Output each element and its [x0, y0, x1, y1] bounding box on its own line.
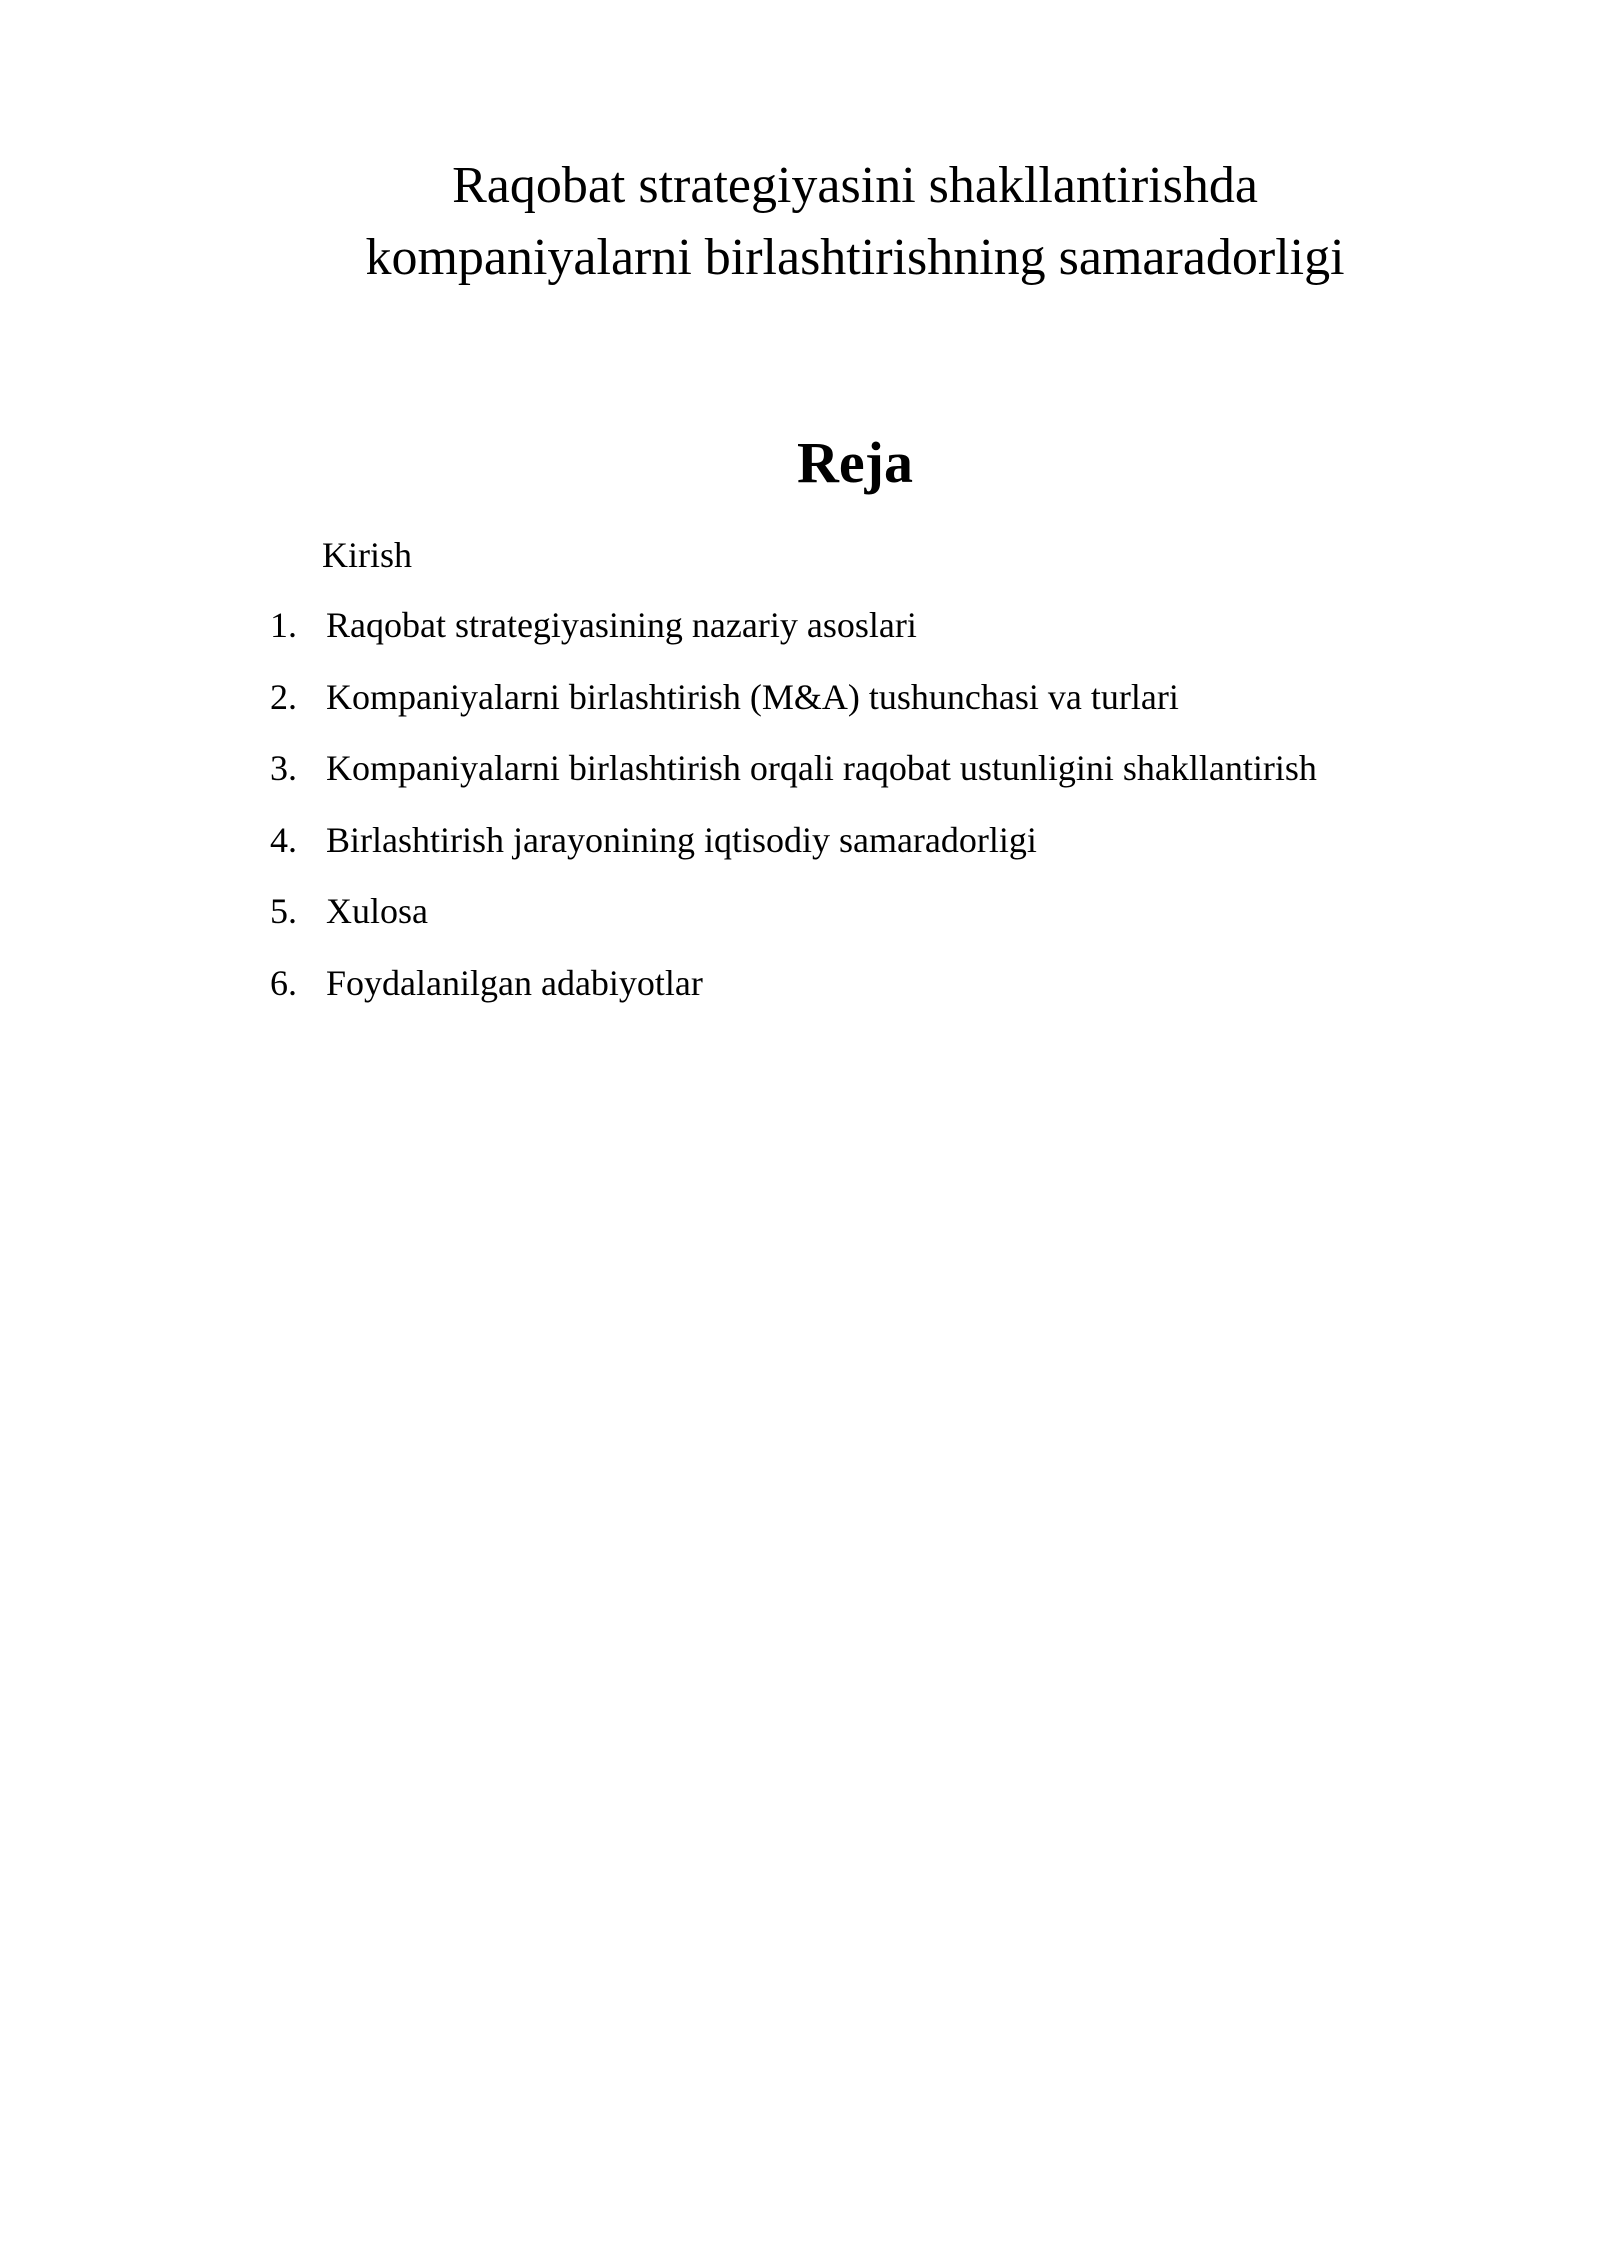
table-of-contents — [270, 602, 1470, 1031]
toc-item-text: Foydalanilgan adabiyotlar — [326, 962, 703, 1003]
toc-item-number: 3. — [270, 748, 297, 788]
toc-item — [270, 960, 1470, 1032]
toc-item-text: Xulosa — [326, 891, 428, 931]
intro-item: Kirish — [322, 535, 412, 575]
toc-item-text: Raqobat strategiyasining nazariy asoslari — [326, 605, 917, 645]
toc-item — [270, 888, 1470, 960]
document-title-line-1: Raqobat strategiyasini shakllantirishda — [452, 157, 1258, 214]
toc-item-number: 5. — [270, 891, 297, 931]
document-title-line-2: kompaniyalarni birlashtirishning samaradorligi — [365, 228, 1345, 286]
toc-item — [270, 745, 1470, 817]
toc-item — [270, 817, 1470, 889]
plan-heading: Reja — [797, 430, 913, 495]
toc-item-number: 4. — [270, 819, 297, 860]
toc-item-number: 2. — [270, 676, 297, 717]
toc-item — [270, 602, 1470, 674]
document-title — [230, 150, 1480, 294]
toc-item — [270, 674, 1470, 746]
toc-item-number: 1. — [270, 605, 297, 645]
toc-item-number: 6. — [270, 962, 297, 1003]
toc-item-text: Birlashtirish jarayonining iqtisodiy samaradorligi — [326, 819, 1037, 860]
toc-item-text: Kompaniyalarni birlashtirish (M&A) tushunchasi va turlari — [326, 676, 1179, 717]
toc-item-text: Kompaniyalarni birlashtirish orqali raqobat ustunligini shakllantirish — [326, 748, 1317, 788]
